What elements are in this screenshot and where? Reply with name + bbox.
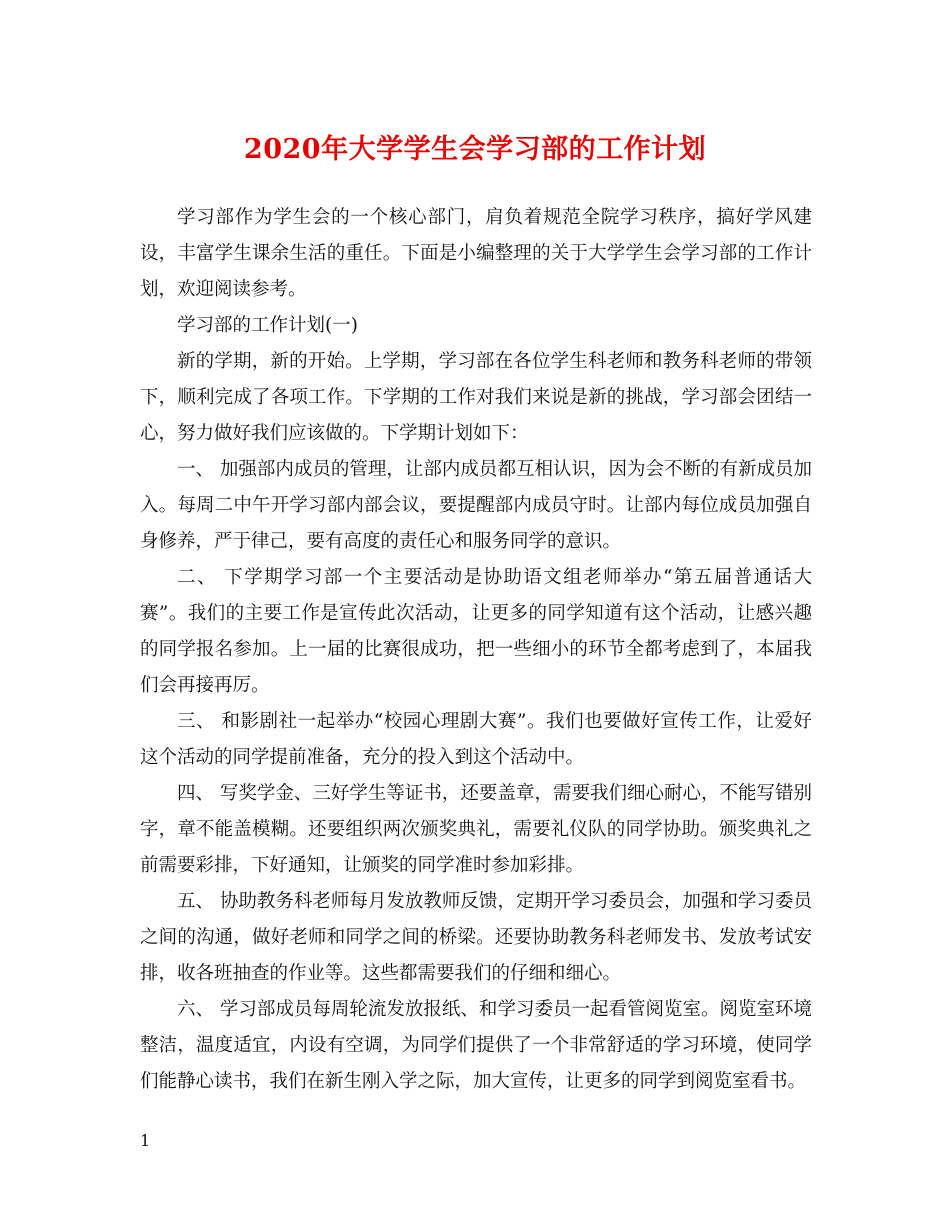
paragraph-section-heading: 学习部的工作计划(一) xyxy=(177,315,358,336)
paragraph-opening: 新的学期，新的开始。上学期，学习部在各位学生科老师和教务科老师的带领下，顺利完成了各项工作。下学期的工作对我们来说是新的挑战，学习部会团结一心，努力做好我们应该做的。下学期计划如下： xyxy=(140,351,812,444)
paragraph-item-2: 二、 下学期学习部一个主要活动是协助语文组老师举办“第五届普通话大赛”。我们的主要工作是宣传此次活动，让更多的同学知道有这个活动，让感兴趣的同学报名参加。上一届的比赛很成功，把一些细小的环节全都考虑到了，本届我们会再接再厉。 xyxy=(140,567,812,696)
paragraph-item-6: 六、 学习部成员每周轮流发放报纸、和学习委员一起看管阅览室。阅览室环境整洁，温度适宜，内设有空调，为同学们提供了一个非常舒适的学习环境，使同学们能静心读书，我们在新生刚入学之际，加大宣传，让更多的同学到阅览室看书。 xyxy=(140,999,812,1092)
paragraph-intro: 学习部作为学生会的一个核心部门，肩负着规范全院学习秩序，搞好学风建设，丰富学生课余生活的重任。下面是小编整理的关于大学学生会学习部的工作计划，欢迎阅读参考。 xyxy=(140,207,812,300)
document-body xyxy=(140,200,812,1100)
paragraph-item-5: 五、 协助教务科老师每月发放教师反馈，定期开学习委员会，加强和学习委员之间的沟通，做好老师和同学之间的桥梁。还要协助教务科老师发书、发放考试安排，收各班抽查的作业等。这些都需要我们的仔细和细心。 xyxy=(140,891,812,984)
document-title: 2020年大学学生会学习部的工作计划 xyxy=(243,134,707,165)
paragraph-item-4: 四、 写奖学金、三好学生等证书，还要盖章，需要我们细心耐心，不能写错别字，章不能盖模糊。还要组织两次颁奖典礼，需要礼仪队的同学协助。颁奖典礼之前需要彩排，下好通知，让颁奖的同学准时参加彩排。 xyxy=(140,783,812,876)
paragraph-item-3: 三、 和影剧社一起举办“校园心理剧大赛”。我们也要做好宣传工作，让爱好这个活动的同学提前准备，充分的投入到这个活动中。 xyxy=(140,711,812,768)
paragraph-item-1: 一、 加强部内成员的管理，让部内成员都互相认识，因为会不断的有新成员加入。每周二中午开学习部内部会议，要提醒部内成员守时。让部内每位成员加强自身修养，严于律己，要有高度的责任心和服务同学的意识。 xyxy=(140,459,812,552)
page-number: 1 xyxy=(140,1131,151,1150)
